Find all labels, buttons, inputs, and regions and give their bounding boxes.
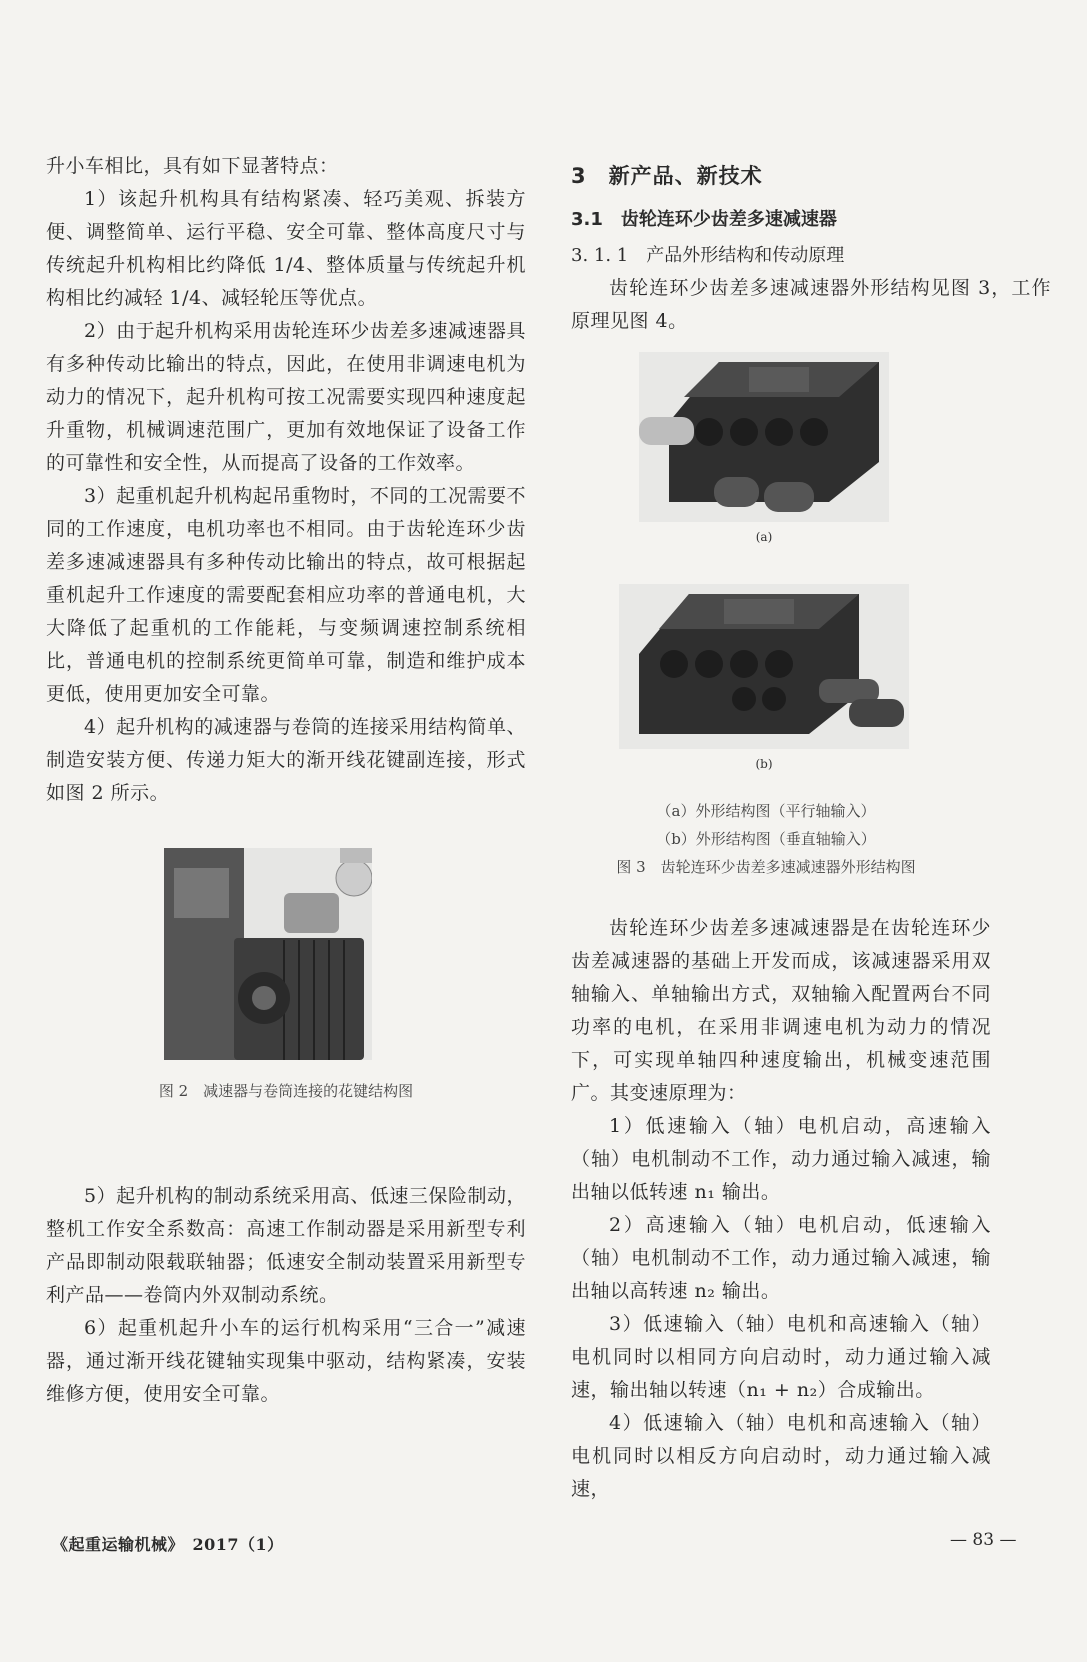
reducer-image-a bbox=[639, 352, 889, 522]
figure-3 bbox=[571, 352, 1051, 912]
spline-structure-image bbox=[164, 848, 372, 1060]
paragraph: 5）起升机构的制动系统采用高、低速三保险制动，整机工作安全系数高：高速工作制动器是采用新型专利产品即制动限载联轴器；低速安全制动装置采用新型专利产品——卷筒内外双制动系统。 bbox=[46, 1185, 526, 1306]
paragraph: 4）低速输入（轴）电机和高速输入（轴）电机同时以相反方向启动时，动力通过输入减速， bbox=[571, 1412, 991, 1500]
paragraph: 1）低速输入（轴）电机启动，高速输入（轴）电机制动不工作，动力通过输入减速，输出轴以低转速 n₁ 输出。 bbox=[571, 1115, 991, 1203]
paragraph: 齿轮连环少齿差多速减速器外形结构见图 3，工作原理见图 4。 bbox=[571, 277, 1051, 332]
paragraph: 1）该起升机构具有结构紧凑、轻巧美观、拆装方便、调整简单、运行平稳、安全可靠、整体高度尺寸与传统起升机构相比约降低 1/4、整体质量与传统起升机构相比约减轻 1/4、减轻轮压等优点。 bbox=[46, 188, 526, 309]
figure-3-caption: 图 3 齿轮连环少齿差多速减速器外形结构图 bbox=[616, 858, 916, 876]
paragraph: 升小车相比，具有如下显著特点： bbox=[46, 155, 339, 177]
figure-2-caption: 图 2 减速器与卷筒连接的花键结构图 bbox=[158, 1082, 414, 1100]
figure-3a-label: (a) bbox=[755, 530, 773, 544]
figure-3-sub-a: （a）外形结构图（平行轴输入） bbox=[656, 802, 876, 820]
paragraph: 2）由于起升机构采用齿轮连环少齿差多速减速器具有多种传动比输出的特点，因此，在使用非调速电机为动力的情况下，起升机构可按工况需要实现四种速度起升重物，机械调速范围广，更加有效地保证了设备工作的可靠性和安全性，从而提高了设备的工作效率。 bbox=[46, 320, 526, 474]
page-number: — 83 — bbox=[950, 1530, 1017, 1550]
figure-3b-label: (b) bbox=[755, 757, 773, 771]
paragraph: 2）高速输入（轴）电机启动，低速输入（轴）电机制动不工作，动力通过输入减速，输出轴以高转速 n₂ 输出。 bbox=[571, 1214, 991, 1302]
subsection-title: 3.1 齿轮连环少齿差多速减速器 bbox=[571, 209, 837, 230]
figure-3-sub-b: （b）外形结构图（垂直轴输入） bbox=[656, 830, 876, 848]
section-title: 3 新产品、新技术 bbox=[571, 164, 763, 188]
subsubsection-title: 3. 1. 1 产品外形结构和传动原理 bbox=[571, 245, 845, 266]
reducer-image-b bbox=[619, 584, 909, 749]
figure-2 bbox=[46, 840, 526, 1180]
journal-footer: 《起重运输机械》 2017（1） bbox=[52, 1535, 284, 1554]
paragraph: 4）起升机构的减速器与卷筒的连接采用结构简单、制造安装方便、传递力矩大的渐开线花键副连接，形式如图 2 所示。 bbox=[46, 716, 526, 804]
right-column bbox=[571, 160, 1051, 1506]
paragraph: 3）低速输入（轴）电机和高速输入（轴）电机同时以相同方向启动时，动力通过输入减速，输出轴以转速（n₁ + n₂）合成输出。 bbox=[571, 1313, 991, 1401]
paragraph: 6）起重机起升小车的运行机构采用“三合一”减速器，通过渐开线花键轴实现集中驱动，结构紧凑，安装维修方便，使用安全可靠。 bbox=[46, 1317, 526, 1405]
paragraph: 3）起重机起升机构起吊重物时，不同的工况需要不同的工作速度，电机功率也不相同。由于齿轮连环少齿差多速减速器具有多种传动比输出的特点，故可根据起重机起升工作速度的需要配套相应功率的普通电机，大大降低了起重机的工作能耗，与变频调速控制系统相比，普通电机的控制系统更简单可靠，制造和维护成本更低，使用更加安全可靠。 bbox=[46, 485, 526, 705]
paragraph: 齿轮连环少齿差多速减速器是在齿轮连环少齿差减速器的基础上开发而成，该减速器采用双轴输入、单轴输出方式，双轴输入配置两台不同功率的电机，在采用非调速电机为动力的情况下，可实现单轴四种速度输出，机械变速范围广。其变速原理为： bbox=[571, 917, 991, 1104]
left-column bbox=[46, 150, 526, 1411]
